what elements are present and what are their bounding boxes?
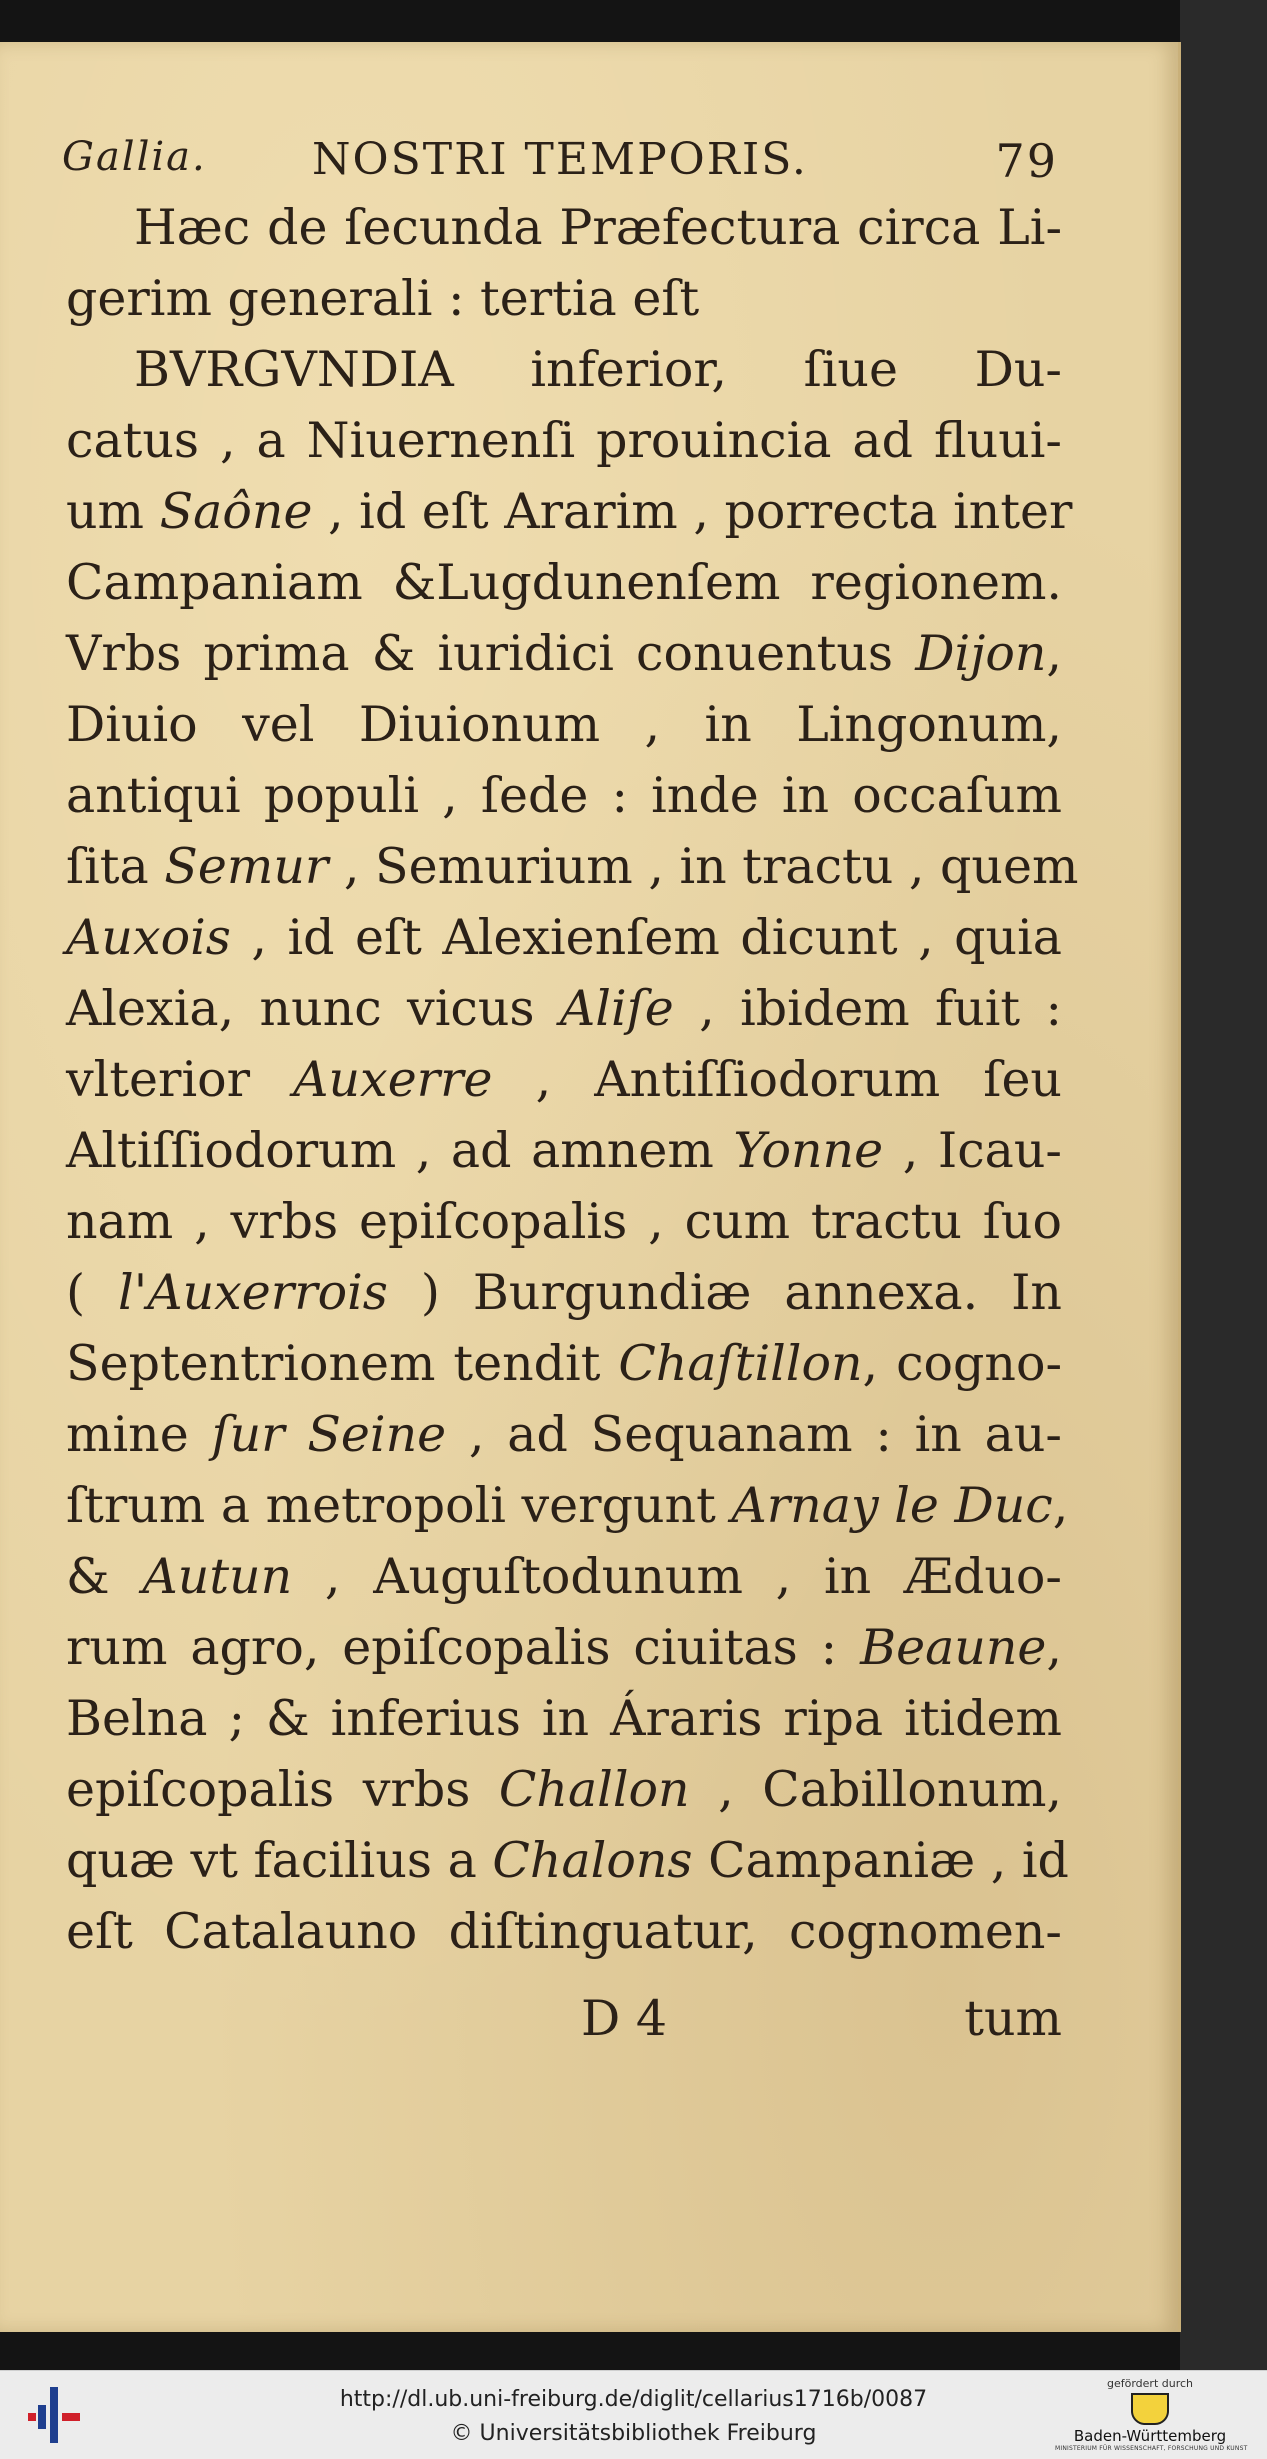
italic-place-name: Challon — [498, 1761, 690, 1818]
text-line — [66, 1754, 1062, 1825]
text-run: ( — [66, 1264, 119, 1321]
text-run: , Semurium , in tractu , quem — [328, 838, 1079, 895]
text-line — [66, 547, 1062, 618]
text-run: ſita — [66, 838, 165, 895]
text-line — [66, 689, 1062, 760]
text-run: Hæc de ſecunda Præfectura circa Li- — [134, 199, 1062, 256]
text-run: , Antiſſiodorum ſeu — [492, 1051, 1062, 1108]
text-line — [66, 973, 1062, 1044]
text-run: , — [1046, 625, 1062, 682]
sponsor-ministry: MINISTERIUM FÜR WISSENSCHAFT, FORSCHUNG UND KUNST — [1055, 2445, 1248, 2452]
text-run: , cogno- — [862, 1335, 1062, 1392]
italic-place-name: ſur Seine — [211, 1406, 447, 1463]
text-run: ) Burgundiæ annexa. In — [387, 1264, 1062, 1321]
catchword: tum — [964, 1990, 1062, 2047]
text-run: Diuio vel Diuionum , in Lingonum, — [66, 696, 1062, 753]
text-line — [66, 1044, 1062, 1115]
text-line — [66, 1399, 1062, 1470]
text-line — [66, 1896, 1062, 1967]
text-run: Campaniam &Lugdunenſem regionem. — [66, 554, 1062, 611]
body-text — [66, 192, 1079, 1967]
signature-row — [66, 1990, 1062, 2060]
text-run: quæ vt facilius a — [66, 1832, 493, 1889]
copyright-notice: © Universitätsbibliothek Freiburg — [450, 2421, 817, 2446]
text-run: , Icau- — [883, 1122, 1062, 1179]
italic-place-name: Autun — [142, 1548, 293, 1605]
sponsor-name: Baden-Württemberg — [1073, 2427, 1227, 2445]
text-run: um — [66, 483, 160, 540]
text-run: BVRGVNDIA inferior, ſiue Du- — [134, 341, 1062, 398]
source-url[interactable]: http://dl.ub.uni-freiburg.de/diglit/cellarius1716b/0087 — [339, 2387, 928, 2412]
text-line — [66, 902, 1062, 973]
text-run: Alexia, nunc vicus — [66, 980, 560, 1037]
text-run: Septentrionem tendit — [66, 1335, 619, 1392]
viewer-footer — [0, 2370, 1267, 2459]
text-line — [66, 263, 1062, 334]
text-run: , ad Sequanam : in au- — [446, 1406, 1062, 1463]
text-line — [66, 1115, 1062, 1186]
text-run: Altiſſiodorum , ad amnem — [66, 1122, 734, 1179]
text-run: , id eſt Alexienſem dicunt , quia — [230, 909, 1062, 966]
text-run: gerim generali : tertia eſt — [66, 270, 700, 327]
text-line — [66, 1683, 1062, 1754]
text-run: epiſcopalis vrbs — [66, 1761, 499, 1818]
italic-place-name: Semur — [164, 838, 329, 895]
text-run: , — [1052, 1477, 1069, 1534]
text-line — [66, 334, 1062, 405]
text-line — [66, 1186, 1062, 1257]
text-line — [66, 1328, 1062, 1399]
text-run: , id eſt Ararim , porrecta inter — [312, 483, 1073, 540]
text-line — [66, 476, 1073, 547]
text-run: rum agro, epiſcopalis ciuitas : — [66, 1619, 861, 1676]
text-line — [66, 405, 1062, 476]
text-run: vlterior — [66, 1051, 294, 1108]
text-run: , Auguſtodunum , in Æduo- — [292, 1548, 1062, 1605]
sponsor-caption: gefördert durch — [1106, 2377, 1194, 2390]
text-line — [66, 831, 1079, 902]
text-run: & — [66, 1548, 143, 1605]
text-line — [66, 192, 1062, 263]
book-page — [0, 42, 1181, 2332]
signature-mark: D 4 — [581, 1990, 668, 2047]
text-run: , Cabillonum, — [689, 1761, 1062, 1818]
page-number: 79 — [995, 134, 1058, 188]
text-run: Belna ; & inferius in Áraris ripa itidem — [66, 1690, 1062, 1747]
text-line — [66, 618, 1062, 689]
text-line — [66, 760, 1062, 831]
text-run: eſt Catalauno diſtinguatur, cognomen- — [66, 1903, 1062, 1960]
text-run: antiqui populi , ſede : inde in occaſum — [66, 767, 1062, 824]
text-run: , ibidem fuit : — [673, 980, 1063, 1037]
text-run: Campaniæ , id — [692, 1832, 1069, 1889]
text-line — [66, 1541, 1062, 1612]
running-head-title: NOSTRI TEMPORIS. — [312, 134, 808, 185]
book-cover-edge — [1180, 0, 1267, 2370]
italic-place-name: Saône — [159, 483, 313, 540]
italic-place-name: Chaſtillon — [618, 1335, 863, 1392]
text-line — [66, 1470, 1069, 1541]
italic-place-name: Yonne — [733, 1122, 884, 1179]
italic-place-name: Chalons — [492, 1832, 693, 1889]
text-run: Vrbs prima & iuridici conuentus — [66, 625, 916, 682]
text-run: ſtrum a metropoli vergunt — [66, 1477, 732, 1534]
italic-place-name: Aliſe — [559, 980, 674, 1037]
text-run: mine — [66, 1406, 212, 1463]
italic-place-name: Beaune — [860, 1619, 1047, 1676]
italic-place-name: Auxerre — [293, 1051, 493, 1108]
text-line — [66, 1257, 1062, 1328]
running-head-left: Gallia. — [62, 134, 207, 180]
text-run: , — [1046, 1619, 1062, 1676]
sponsor-block — [1055, 2377, 1248, 2452]
running-head — [62, 134, 1058, 194]
italic-place-name: l'Auxerrois — [118, 1264, 388, 1321]
italic-place-name: Dijon — [915, 625, 1047, 682]
italic-place-name: Auxois — [66, 909, 231, 966]
text-line — [66, 1612, 1062, 1683]
baden-wuerttemberg-crest-icon — [1131, 2393, 1169, 2425]
text-run: catus , a Niuernenſi prouincia ad fluui- — [66, 412, 1062, 469]
text-run: nam , vrbs epiſcopalis , cum tractu ſuo — [66, 1193, 1062, 1250]
text-line — [66, 1825, 1069, 1896]
italic-place-name: Arnay le Duc — [731, 1477, 1053, 1534]
